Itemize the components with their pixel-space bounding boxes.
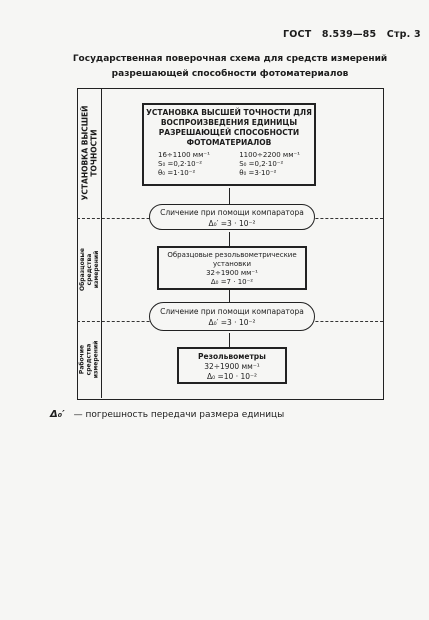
error-value: θ₀ =1·10⁻² [158,169,196,177]
level-label-line: ТОЧНОСТИ [89,129,98,177]
level-label-top [78,90,100,216]
level-label-line: измерений [92,340,100,378]
error-value: Δ₀ =7 · 10⁻² [210,278,254,286]
level-label-line: Рабочие [78,344,86,374]
error-value: Δ₀ =10 · 10⁻² [206,372,257,381]
range-value: 32÷1900 мм⁻¹ [206,269,258,277]
box-line: Образцовые резольвометрические [167,251,297,259]
level-label-line: Образцовые [78,247,86,291]
box-line: ФОТОМАТЕРИАЛОВ [186,138,272,147]
range-value: 16÷1100 мм⁻¹ [158,151,210,159]
level-label-line: УСТАНОВКА ВЫСШЕЙ [80,105,89,201]
step-text: Сличение при помощи компаратора [160,307,304,316]
footnote-symbol: Δ₀′ [50,409,65,420]
working-devices-box [177,347,287,384]
level-label-line: измерений [92,250,100,288]
step-value: Δ₀′ =3 · 10⁻² [208,318,256,327]
step-text: Сличение при помощи компаратора [160,208,304,217]
connector-line [229,188,230,204]
box-line: Резольвометры [198,352,266,361]
connector-line [229,232,230,246]
error-value: S₀ =0,2·10⁻² [239,160,284,168]
box-line: ВОСПРОИЗВЕДЕНИЯ ЕДИНИЦЫ [160,118,298,127]
range-value: 1100÷2200 мм⁻¹ [239,151,300,159]
footnote [50,409,284,420]
title-line: разрешающей способности фотоматериалов [111,69,349,79]
primary-standard-box [142,103,316,186]
connector-line [229,333,230,347]
page-header [283,29,428,40]
comparator-step-2 [149,302,315,331]
box-line: РАЗРЕШАЮЩЕЙ СПОСОБНОСТИ [158,128,300,137]
footnote-text: — погрешность передачи размера единицы [73,410,285,420]
reference-devices-box [157,246,307,290]
step-value: Δ₀′ =3 · 10⁻² [208,219,256,228]
level-label-line: средства [85,343,93,375]
error-value: S₀ =0,2·10⁻² [158,160,203,168]
verification-scheme [77,88,384,400]
title-line: Государственная поверочная схема для средств измерений [72,54,388,64]
level-label-bottom [78,322,100,396]
box-line: УСТАНОВКА ВЫСШЕЙ ТОЧНОСТИ ДЛЯ [146,108,312,117]
standard-label: ГОСТ [283,29,312,40]
error-value: θ₀ =3·10⁻² [239,169,277,177]
document-title [60,52,400,82]
box-line: установки [212,260,252,268]
level-label-middle [78,219,100,319]
range-value: 32÷1900 мм⁻¹ [204,362,260,371]
level-label-line: средства [85,253,93,285]
standard-number: 8.539—85 [321,29,377,40]
comparator-step-1 [149,204,315,230]
connector-line [229,290,230,302]
page-number: Стр. 3 [386,29,421,40]
